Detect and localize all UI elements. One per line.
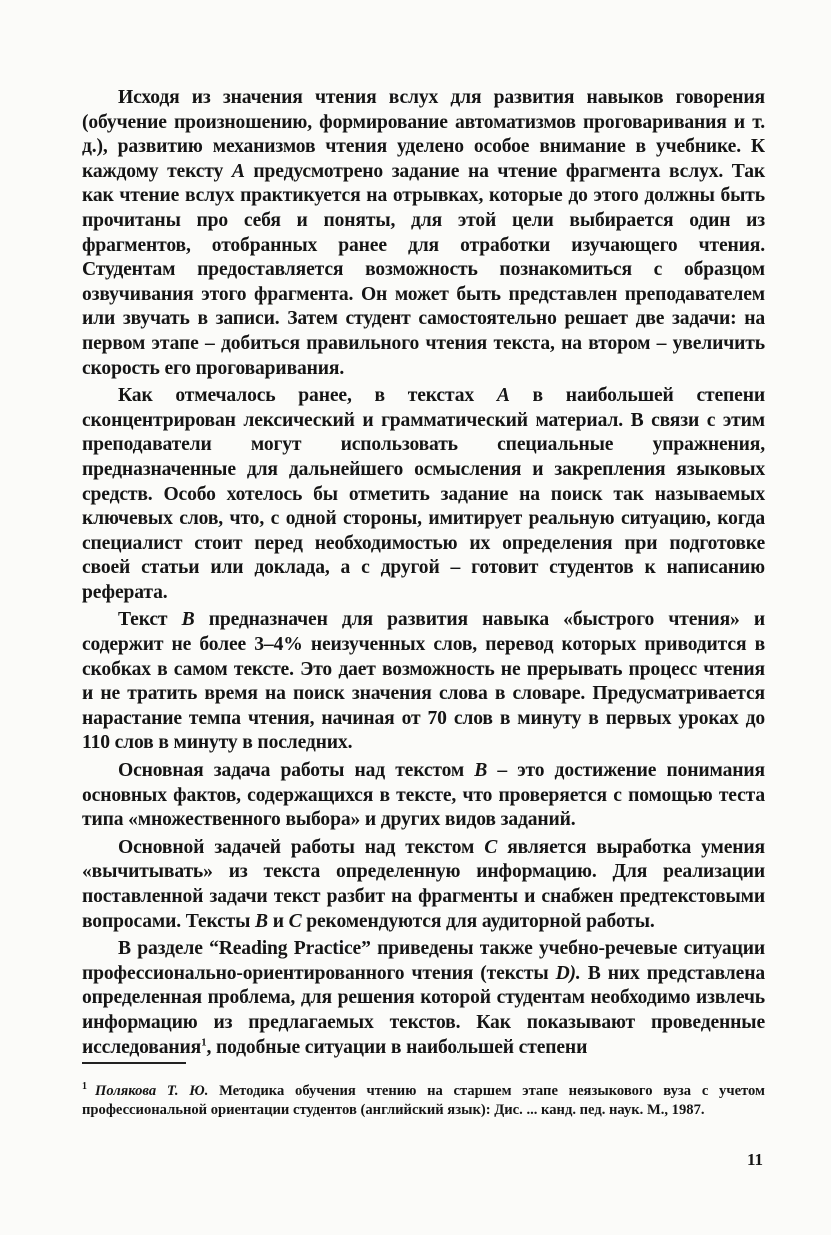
text-run: рекомендуются для аудиторной работы.	[301, 910, 655, 932]
paragraph	[82, 937, 765, 1060]
footnote-author: Полякова Т. Ю.	[95, 1082, 209, 1099]
text-label-italic: С	[484, 836, 498, 858]
text-run: в наибольшей степени сконцентрирован лексический и грамматический материал. В связи с этим преподаватели могут использовать специальные упражнения, предназначенные для дальнейшего осмысления и закрепления языковых средств. Особо хотелось бы отметить задание на поиск так называемых ключевых слов, что, с одной стороны, имитирует реальную ситуацию, когда специалист стоит перед необходимостью их определения при подготовке своей статьи или доклада, а с другой – готовит студентов к написанию реферата.	[82, 385, 765, 603]
text-label-italic: D).	[555, 962, 581, 984]
text-run: Основная задача работы над текстом	[118, 760, 475, 782]
page-number: 11	[746, 1150, 763, 1169]
text-label-italic: В	[474, 760, 488, 782]
footnote	[82, 1077, 765, 1120]
paragraph	[82, 759, 765, 833]
text-label-italic: А	[231, 160, 245, 182]
footnote-reference: 1	[201, 1036, 207, 1049]
text-label-italic: С	[288, 910, 302, 932]
paragraph	[82, 86, 765, 381]
text-run: является выработка умения «вычитывать» из текста определенную информацию. Для реализации поставленной задачи текст разбит на фрагменты и снабжен предтекстовыми вопросами. Тексты	[82, 836, 765, 932]
text-run: Основной задачей работы над текстом	[118, 836, 485, 858]
footnote-text: Методика обучения чтению на старшем этапе неязыкового вуза с учетом профессиональной ориентации студентов (английский язык): Дис. ... канд. пед. наук. М., 1987.	[82, 1082, 765, 1118]
footnote-mark: 1	[82, 1081, 87, 1092]
footnote-divider	[82, 1062, 186, 1064]
text-run: Как отмечалось ранее, в текстах	[118, 385, 497, 407]
paragraph	[82, 384, 765, 605]
text-run: и	[267, 910, 289, 932]
text-run: – это достижение понимания основных фактов, содержащихся в тексте, что проверяется с помощью теста типа «множественного выбора» и других видов заданий.	[82, 760, 765, 831]
text-run: , подобные ситуации в наибольшей степени	[206, 1036, 588, 1058]
text-label-italic: В	[181, 609, 195, 631]
text-run: Исходя из значения чтения вслух для развития навыков говорения (обучение произношению, формирование автоматизмов проговаривания и т. д.), развитию механизмов чтения уделено особое внимание в учебнике. К каждому тексту	[82, 87, 765, 182]
body-text	[82, 86, 765, 1060]
text-run: Текст	[118, 609, 182, 631]
text-run: В них представлена определенная проблема, для решения которой студентам необходимо извлечь информацию из предлагаемых текстов. Как показывают проведенные исследования	[82, 962, 765, 1058]
text-label-italic: А	[496, 385, 510, 407]
text-run: предназначен для развития навыка «быстрого чтения» и содержит не более 3–4% неизученных слов, перевод которых приводится в скобках в самом тексте. Это дает возможность не прерывать процесс чтения и не тратить время на поиск значения слова в словаре. Предусматривается нарастание темпа чтения, начиная от 70 слов в минуту в первых уроках до 110 слов в минуту в последних.	[82, 609, 765, 754]
paragraph	[82, 608, 765, 756]
paragraph	[82, 836, 765, 934]
text-run: предусмотрено задание на чтение фрагмента вслух. Так как чтение вслух практикуется на отрывках, которые до этого должны быть прочитаны про себя и поняты, для этой цели выбирается один из фрагментов, отобранных ранее для отработки изучающего чтения. Студентам предоставляется возможность познакомиться с образцом озвучивания этого фрагмента. Он может быть представлен преподавателем или звучать в записи. Затем студент самостоятельно решает две задачи: на первом этапе – добиться правильного чтения текста, на втором – увеличить скорость его проговаривания.	[82, 160, 765, 379]
text-label-italic: В	[255, 910, 268, 932]
text-run: В разделе “Reading Practice” приведены также учебно-речевые ситуации профессионально-ориентированного чтения (тексты	[82, 938, 765, 984]
